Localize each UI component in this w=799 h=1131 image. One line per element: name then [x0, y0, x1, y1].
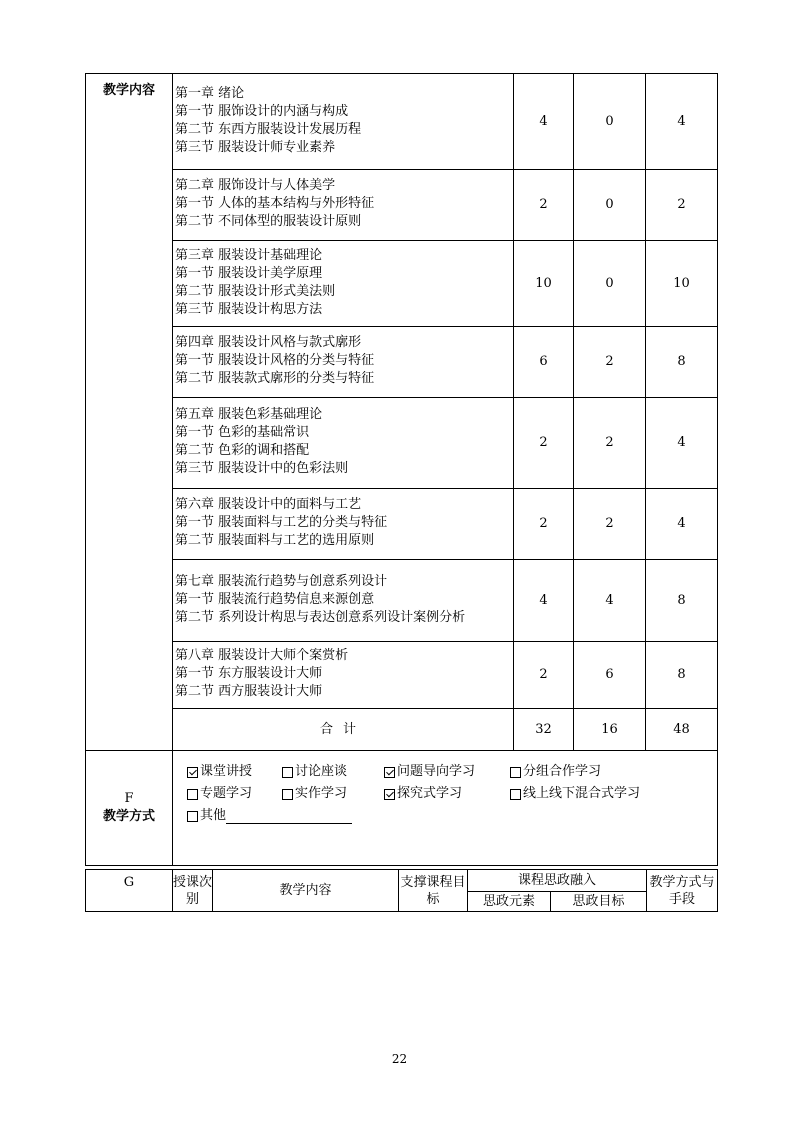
chapter-row [86, 327, 718, 398]
ideology-goal-header: 思政目标 [551, 892, 647, 912]
checkbox-empty-icon[interactable] [187, 811, 198, 822]
section-title: 第二节 系列设计构思与表达创意系列设计案例分析 [175, 609, 466, 625]
section-title: 第二节 色彩的调和搭配 [175, 443, 310, 458]
chapter-content [173, 327, 514, 398]
ideology-header: 课程思政融入 [468, 870, 647, 892]
section-title: 第一节 服装面料与工艺的分类与特征 [175, 515, 388, 530]
chapter-content [173, 489, 514, 560]
total-hours: 4 [646, 74, 718, 170]
method-option-other[interactable] [187, 807, 352, 825]
chapter-title: 第二章 服饰设计与人体美学 [175, 178, 336, 193]
methods-row [86, 751, 718, 866]
practice-hours: 4 [574, 560, 646, 642]
chapter-content [173, 74, 514, 170]
section-title: 第二节 服装设计形式美法则 [175, 283, 336, 299]
methods-header: 教学方式与手段 [647, 870, 718, 912]
chapter-row [86, 74, 718, 170]
checkbox-checked-icon[interactable] [384, 767, 395, 778]
method-option-label: 课堂讲授 [200, 764, 253, 779]
checkbox-checked-icon[interactable] [187, 767, 198, 778]
chapter-row [86, 489, 718, 560]
chapter-row [86, 170, 718, 241]
method-option[interactable] [510, 785, 660, 803]
course-goal-header: 支撑课程目标 [399, 870, 468, 912]
practice-hours: 2 [574, 327, 646, 398]
method-other-label: 其他 [200, 808, 227, 823]
lecture-hours: 6 [514, 327, 574, 398]
chapter-row [86, 642, 718, 709]
sessions-header: 授课次别 [173, 870, 213, 912]
total-hours-sum: 48 [646, 709, 718, 751]
chapter-content [173, 241, 514, 327]
lecture-hours: 2 [514, 642, 574, 709]
checkbox-empty-icon[interactable] [282, 767, 293, 778]
method-option-label: 线上线下混合式学习 [523, 786, 641, 801]
methods-section-letter: F [124, 791, 134, 806]
practice-hours: 0 [574, 170, 646, 241]
method-option-label: 实作学习 [295, 786, 348, 801]
total-hours: 2 [646, 170, 718, 241]
section-title: 第二节 不同体型的服装设计原则 [175, 214, 362, 229]
methods-section-label [86, 751, 173, 866]
chapter-row [86, 241, 718, 327]
chapter-title: 第八章 服装设计大师个案赏析 [175, 648, 349, 663]
total-hours: 8 [646, 642, 718, 709]
method-option[interactable] [384, 785, 510, 803]
chapter-title: 第一章 绪论 [175, 85, 245, 101]
page-number: 22 [391, 1052, 408, 1066]
methods-section-title: 教学方式 [102, 809, 155, 824]
section-title: 第三节 服装设计中的色彩法则 [175, 461, 349, 476]
section-title: 第一节 服装设计美学原理 [175, 265, 323, 281]
total-label: 合计 [173, 709, 514, 751]
section-title: 第二节 服装面料与工艺的选用原则 [175, 533, 375, 548]
total-hours: 4 [646, 489, 718, 560]
section-title: 第三节 服装设计构思方法 [175, 301, 323, 317]
teaching-content-table [85, 73, 718, 866]
methods-option-row [187, 783, 709, 805]
g-section-letter: G [86, 870, 173, 912]
g-section-table [85, 869, 718, 912]
lecture-hours: 4 [514, 74, 574, 170]
section-title: 第一节 服装流行趋势信息来源创意 [175, 591, 375, 607]
content-header: 教学内容 [213, 870, 399, 912]
method-option[interactable] [187, 763, 282, 781]
lecture-hours: 10 [514, 241, 574, 327]
chapter-content [173, 642, 514, 709]
ideology-elements-header: 思政元素 [468, 892, 551, 912]
chapter-title: 第三章 服装设计基础理论 [175, 247, 323, 263]
total-lecture-hours: 32 [514, 709, 574, 751]
total-row [86, 709, 718, 751]
lecture-hours: 2 [514, 398, 574, 489]
section-title: 第二节 东西方服装设计发展历程 [175, 121, 362, 137]
total-hours: 8 [646, 327, 718, 398]
checkbox-empty-icon[interactable] [282, 789, 293, 800]
method-option[interactable] [282, 763, 384, 781]
section-title: 第一节 色彩的基础常识 [175, 425, 310, 440]
section-title: 第一节 服饰设计的内涵与构成 [175, 103, 349, 119]
method-option[interactable] [282, 785, 384, 803]
method-option[interactable] [187, 785, 282, 803]
chapter-title: 第七章 服装流行趋势与创意系列设计 [175, 573, 388, 589]
section-title: 第一节 服装设计风格的分类与特征 [175, 353, 375, 368]
chapter-row [86, 560, 718, 642]
other-fill-line[interactable] [226, 809, 352, 824]
practice-hours: 0 [574, 74, 646, 170]
lecture-hours: 2 [514, 489, 574, 560]
chapter-title: 第四章 服装设计风格与款式廓形 [175, 335, 362, 350]
methods-option-row [187, 761, 709, 783]
section-title: 第二节 服装款式廓形的分类与特征 [175, 371, 375, 386]
practice-hours: 0 [574, 241, 646, 327]
method-option-label: 问题导向学习 [397, 764, 476, 779]
method-option-label: 专题学习 [200, 786, 253, 801]
chapter-row [86, 398, 718, 489]
total-practice-hours: 16 [574, 709, 646, 751]
lecture-hours: 2 [514, 170, 574, 241]
chapter-content [173, 398, 514, 489]
total-hours: 4 [646, 398, 718, 489]
total-hours: 10 [646, 241, 718, 327]
practice-hours: 6 [574, 642, 646, 709]
section-title: 第三节 服装设计师专业素养 [175, 139, 336, 155]
method-option[interactable] [510, 763, 660, 781]
total-hours: 8 [646, 560, 718, 642]
methods-options [173, 751, 718, 866]
chapter-content [173, 560, 514, 642]
practice-hours: 2 [574, 489, 646, 560]
practice-hours: 2 [574, 398, 646, 489]
content-section-label: 教学内容 [86, 74, 173, 751]
checkbox-checked-icon[interactable] [384, 789, 395, 800]
method-option-label: 讨论座谈 [295, 764, 348, 779]
method-option[interactable] [384, 763, 510, 781]
method-option-label: 探究式学习 [397, 786, 463, 801]
chapter-content [173, 170, 514, 241]
chapter-title: 第六章 服装设计中的面料与工艺 [175, 497, 362, 512]
chapter-title: 第五章 服装色彩基础理论 [175, 407, 323, 422]
method-option-label: 分组合作学习 [523, 764, 602, 779]
checkbox-empty-icon[interactable] [187, 789, 198, 800]
checkbox-empty-icon[interactable] [510, 789, 521, 800]
section-title: 第二节 西方服装设计大师 [175, 684, 323, 699]
checkbox-empty-icon[interactable] [510, 767, 521, 778]
section-title: 第一节 东方服装设计大师 [175, 666, 323, 681]
methods-other-row [187, 805, 709, 827]
section-title: 第一节 人体的基本结构与外形特征 [175, 196, 375, 211]
lecture-hours: 4 [514, 560, 574, 642]
